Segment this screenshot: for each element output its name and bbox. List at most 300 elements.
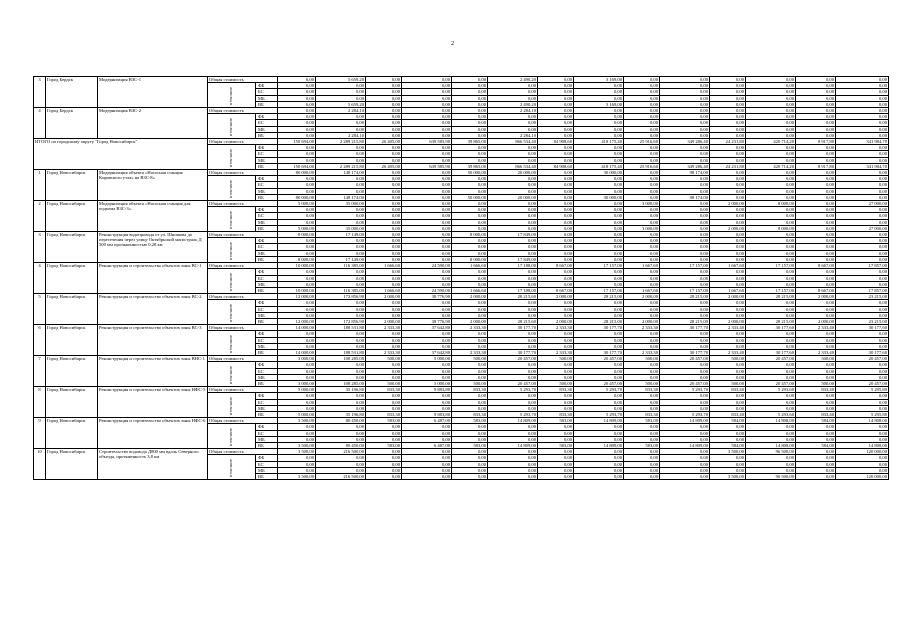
value-cell: 2 000,00 (710, 201, 746, 207)
value-cell: 0,00 (660, 436, 710, 442)
value-cell: 28 215,60 (488, 318, 538, 324)
value-cell: 0,00 (366, 157, 402, 163)
value-cell: 0,00 (366, 399, 402, 405)
value-cell: 0,00 (402, 269, 452, 275)
value-cell: 0,00 (796, 132, 836, 138)
value-cell: 0,00 (402, 188, 452, 194)
budget-source-label: МБ (256, 95, 278, 101)
row-number: 8 (34, 387, 46, 418)
value-cell: 116 385,00 (316, 287, 366, 293)
value-cell: 0,00 (452, 83, 488, 89)
value-cell: 0,00 (488, 424, 538, 430)
value-cell: 0,00 (624, 374, 660, 380)
budget-source-label: БС (256, 275, 278, 281)
budget-source-label: ФБ (256, 331, 278, 337)
value-cell: 0,00 (710, 393, 746, 399)
row-project-name: Реконструкция и строительство объектов зоны ВС-3 (98, 325, 208, 356)
value-cell: 0,00 (316, 244, 366, 250)
value-cell: 0,00 (452, 449, 488, 455)
value-cell: 0,00 (624, 151, 660, 157)
value-cell: 37 642,80 (402, 325, 452, 331)
value-cell: 0,00 (746, 275, 796, 281)
value-cell: 0,00 (710, 219, 746, 225)
value-cell: 0,00 (660, 108, 710, 114)
value-cell: 0,00 (624, 170, 660, 176)
value-cell: 8 000,00 (746, 201, 796, 207)
value-cell: 0,00 (796, 201, 836, 207)
value-cell: 0,00 (538, 312, 574, 318)
value-cell: 172 856,90 (316, 294, 366, 300)
value-cell: 0,00 (452, 436, 488, 442)
value-cell: 0,00 (278, 188, 316, 194)
value-cell: 0,00 (366, 201, 402, 207)
value-cell: 0,00 (836, 95, 889, 101)
value-cell: 0,00 (796, 170, 836, 176)
value-cell: 116 385,00 (316, 263, 366, 269)
row-total-cost-label: Общая стоимость (208, 263, 278, 269)
value-cell: 0,00 (278, 250, 316, 256)
value-cell: 0,00 (402, 83, 452, 89)
value-cell: 0,00 (836, 399, 889, 405)
including-label-text: в том числе (228, 273, 233, 292)
value-cell: 2 333,30 (624, 325, 660, 331)
value-cell: 0,00 (710, 300, 746, 306)
value-cell: 0,00 (538, 89, 574, 95)
row-area: Город Новосибирск (46, 263, 98, 294)
value-cell: 14 808,00 (746, 418, 796, 424)
value-cell: 0,00 (836, 108, 889, 114)
including-label (208, 207, 256, 232)
value-cell: 0,00 (746, 436, 796, 442)
budget-source-label: МБ (256, 188, 278, 194)
value-cell: 0,00 (366, 436, 402, 442)
value-cell: 0,00 (796, 343, 836, 349)
value-cell: 0,00 (746, 83, 796, 89)
value-cell: 0,00 (836, 343, 889, 349)
value-cell: 0,00 (746, 306, 796, 312)
including-label-text: в том числе (228, 335, 233, 354)
value-cell: 0,00 (746, 101, 796, 107)
value-cell: 20 457,00 (488, 356, 538, 362)
value-cell: 0,00 (710, 95, 746, 101)
value-cell: 0,00 (574, 337, 624, 343)
value-cell: 2 333,40 (796, 349, 836, 355)
including-label-text: в том числе (228, 459, 233, 478)
value-cell: 0,00 (488, 188, 538, 194)
value-cell: 0,00 (574, 188, 624, 194)
value-cell: 0,00 (836, 281, 889, 287)
value-cell: 833,30 (452, 411, 488, 417)
value-cell: 0,00 (402, 393, 452, 399)
value-cell: 0,00 (366, 275, 402, 281)
value-cell: 0,00 (538, 151, 574, 157)
value-cell: 0,00 (538, 393, 574, 399)
value-cell: 5 295,80 (836, 411, 889, 417)
budget-source-label: БС (256, 368, 278, 374)
value-cell: 0,00 (488, 455, 538, 461)
value-cell: 20 457,00 (746, 356, 796, 362)
value-cell: 0,00 (452, 225, 488, 231)
value-cell: 0,00 (402, 374, 452, 380)
value-cell: 0,00 (710, 399, 746, 405)
value-cell: 0,00 (538, 430, 574, 436)
value-cell: 5 000,00 (278, 225, 316, 231)
value-cell: 0,00 (660, 101, 710, 107)
value-cell: 0,00 (746, 213, 796, 219)
value-cell: 0,00 (796, 312, 836, 318)
value-cell: 30 177,70 (660, 349, 710, 355)
value-cell: 0,00 (574, 95, 624, 101)
value-cell: 0,00 (660, 331, 710, 337)
value-cell: 0,00 (402, 77, 452, 83)
value-cell: 0,00 (574, 374, 624, 380)
value-cell: 0,00 (660, 95, 710, 101)
value-cell: 0,00 (746, 368, 796, 374)
value-cell: 0,00 (574, 343, 624, 349)
value-cell: 0,00 (710, 275, 746, 281)
row-area-total: ИТОГО по городскому округу "Город Новосибирск" (34, 139, 208, 170)
value-cell: 0,00 (746, 399, 796, 405)
value-cell: 0,00 (316, 281, 366, 287)
value-cell: 0,00 (316, 368, 366, 374)
row-number: 9 (34, 418, 46, 449)
value-cell: 0,00 (796, 213, 836, 219)
value-cell: 0,00 (316, 219, 366, 225)
value-cell: 0,00 (316, 89, 366, 95)
value-cell: 0,00 (796, 188, 836, 194)
value-cell: 0,00 (452, 145, 488, 151)
value-cell: 0,00 (402, 436, 452, 442)
value-cell: 500,00 (796, 356, 836, 362)
value-cell: 0,00 (402, 449, 452, 455)
value-cell: 5 293,70 (488, 387, 538, 393)
value-cell: 6 487,00 (402, 418, 452, 424)
value-cell: 84 908,60 (538, 163, 574, 169)
value-cell: 0,00 (836, 337, 889, 343)
value-cell: 6,00 (278, 101, 316, 107)
value-cell: 0,00 (624, 126, 660, 132)
value-cell: 8 000,00 (452, 256, 488, 262)
value-cell: 0,00 (836, 194, 889, 200)
value-cell: 0,00 (278, 151, 316, 157)
value-cell: 0,00 (710, 455, 746, 461)
value-cell: 0,00 (796, 269, 836, 275)
value-cell: 0,00 (624, 194, 660, 200)
value-cell: 0,00 (710, 194, 746, 200)
value-cell: 0,00 (660, 405, 710, 411)
value-cell: 0,00 (402, 232, 452, 238)
budget-source-label: ВБ (256, 318, 278, 324)
value-cell: 0,00 (538, 368, 574, 374)
value-cell: 0,00 (660, 449, 710, 455)
value-cell: 2 284,10 (316, 108, 366, 114)
value-cell: 0,00 (488, 275, 538, 281)
value-cell: 0,00 (574, 300, 624, 306)
value-cell: 0,00 (452, 306, 488, 312)
value-cell: 0,00 (796, 95, 836, 101)
value-cell: 0,00 (796, 120, 836, 126)
value-cell: 2 490,20 (488, 77, 538, 83)
row-total-cost-label: Общая стоимость (208, 77, 278, 83)
value-cell: 0,00 (710, 436, 746, 442)
value-cell: 0,00 (402, 250, 452, 256)
value-cell: 0,00 (836, 436, 889, 442)
including-label (208, 300, 256, 325)
budget-source-label: БС (256, 151, 278, 157)
value-cell: 39 865,00 (452, 163, 488, 169)
value-cell: 0,00 (836, 331, 889, 337)
value-cell: 17 157,00 (660, 263, 710, 269)
value-cell: 0,00 (574, 306, 624, 312)
value-cell: 0,00 (660, 244, 710, 250)
value-cell: 50 000,00 (452, 170, 488, 176)
value-cell: 0,00 (402, 182, 452, 188)
value-cell: 0,00 (402, 467, 452, 473)
budget-source-label: ФБ (256, 269, 278, 275)
value-cell: 0,00 (710, 430, 746, 436)
value-cell: 0,00 (316, 126, 366, 132)
value-cell: 0,00 (402, 132, 452, 138)
value-cell: 0,00 (624, 449, 660, 455)
value-cell: 0,00 (574, 83, 624, 89)
value-cell: 0,00 (366, 120, 402, 126)
budget-source-label: БС (256, 337, 278, 343)
value-cell: 833,40 (710, 387, 746, 393)
value-cell: 0,00 (836, 238, 889, 244)
value-cell: 0,00 (538, 157, 574, 163)
budget-source-label: ФБ (256, 455, 278, 461)
value-cell: 0,00 (710, 182, 746, 188)
value-cell: 0,00 (796, 424, 836, 430)
value-cell: 0,00 (574, 405, 624, 411)
value-cell: 0,00 (710, 170, 746, 176)
value-cell: 0,00 (796, 238, 836, 244)
value-cell: 0,00 (538, 188, 574, 194)
value-cell: 833,40 (710, 411, 746, 417)
value-cell: 0,00 (624, 430, 660, 436)
value-cell: 0,00 (746, 393, 796, 399)
value-cell: 1 667,60 (624, 287, 660, 293)
row-area: Город Новосибирск (46, 449, 98, 480)
value-cell: 500,00 (796, 380, 836, 386)
row-project-name: Реконструкция и строительство объектов зоны ВНС-1 (98, 356, 208, 387)
value-cell: 0,00 (624, 467, 660, 473)
value-cell: 9 883,80 (402, 387, 452, 393)
value-cell: 0,00 (488, 201, 538, 207)
value-cell: 0,00 (402, 474, 452, 480)
value-cell: 30 177,60 (836, 325, 889, 331)
value-cell: 0,00 (660, 399, 710, 405)
value-cell: 0,00 (366, 77, 402, 83)
value-cell: 14 809,00 (488, 442, 538, 448)
value-cell: 2 000,00 (710, 225, 746, 231)
value-cell: 8 667,00 (796, 287, 836, 293)
value-cell: 38 776,90 (402, 294, 452, 300)
value-cell: 0,00 (796, 368, 836, 374)
value-cell: 0,00 (660, 393, 710, 399)
budget-source-label: ВБ (256, 349, 278, 355)
value-cell: 0,00 (836, 269, 889, 275)
value-cell: 0,00 (710, 114, 746, 120)
value-cell: 26 405,00 (366, 139, 402, 145)
value-cell: 0,00 (710, 424, 746, 430)
value-cell: 27 000,00 (836, 225, 889, 231)
value-cell: 0,00 (796, 374, 836, 380)
value-cell: 0,00 (278, 275, 316, 281)
value-cell: 2 333,30 (538, 349, 574, 355)
budget-source-label: ФБ (256, 114, 278, 120)
including-label-text: в том числе (228, 304, 233, 323)
value-cell: 0,00 (452, 343, 488, 349)
value-cell: 0,00 (366, 461, 402, 467)
value-cell: 2 333,40 (796, 325, 836, 331)
value-cell: 0,00 (278, 393, 316, 399)
row-total-cost-label: Общая стоимость (208, 356, 278, 362)
value-cell: 17 188,00 (488, 263, 538, 269)
value-cell: 0,00 (710, 108, 746, 114)
value-cell: 0,00 (366, 256, 402, 262)
value-cell: 37 642,80 (402, 349, 452, 355)
value-cell: 0,00 (488, 151, 538, 157)
value-cell: 0,00 (316, 374, 366, 380)
value-cell: 0,00 (488, 207, 538, 213)
value-cell: 0,00 (452, 424, 488, 430)
value-cell: 0,00 (574, 244, 624, 250)
value-cell: 0,00 (624, 95, 660, 101)
value-cell: 0,00 (624, 145, 660, 151)
value-cell: 1 666,60 (366, 287, 402, 293)
budget-source-label: ФБ (256, 238, 278, 244)
budget-source-label: МБ (256, 467, 278, 473)
value-cell: 0,00 (316, 405, 366, 411)
row-total-cost-label: Общая стоимость (208, 418, 278, 424)
value-cell: 0,00 (316, 337, 366, 343)
value-cell: 0,00 (402, 114, 452, 120)
value-cell: 0,00 (366, 368, 402, 374)
value-cell: 0,00 (402, 368, 452, 374)
value-cell: 0,00 (574, 393, 624, 399)
value-cell: 28 215,00 (574, 318, 624, 324)
value-cell: 0,00 (710, 281, 746, 287)
value-cell: 30 177,60 (836, 349, 889, 355)
value-cell: 0,00 (836, 244, 889, 250)
value-cell: 14 809,00 (660, 442, 710, 448)
value-cell: 0,00 (402, 126, 452, 132)
value-cell: 5 659,20 (316, 101, 366, 107)
value-cell: 0,00 (796, 151, 836, 157)
budget-source-label: ВБ (256, 380, 278, 386)
budget-source-label: ФБ (256, 362, 278, 368)
value-cell: 0,00 (710, 467, 746, 473)
row-number: 3 (34, 232, 46, 263)
value-cell: 0,00 (366, 232, 402, 238)
value-cell: 0,00 (278, 182, 316, 188)
value-cell: 2 284,10 (316, 132, 366, 138)
budget-source-label: ФБ (256, 176, 278, 182)
value-cell: 0,00 (624, 337, 660, 343)
row-project-name: Строительство водовода Д800 мм вдоль Северного объезда, протяженность 3,8 км (98, 449, 208, 480)
value-cell: 0,00 (366, 269, 402, 275)
row-project-name: Модернизация ВЗС-2 (98, 108, 208, 139)
value-cell: 0,00 (710, 461, 746, 467)
value-cell: 0,00 (316, 275, 366, 281)
value-cell: 0,00 (278, 306, 316, 312)
value-cell: 0,00 (366, 467, 402, 473)
value-cell: 0,00 (836, 114, 889, 120)
value-cell: 0,00 (538, 467, 574, 473)
value-cell: 0,00 (402, 343, 452, 349)
budget-source-label: БС (256, 461, 278, 467)
value-cell: 8 667,00 (538, 263, 574, 269)
value-cell: 0,00 (488, 393, 538, 399)
value-cell: 0,00 (660, 424, 710, 430)
budget-source-label: МБ (256, 157, 278, 163)
value-cell: 0,00 (624, 461, 660, 467)
value-cell: 0,00 (574, 436, 624, 442)
value-cell: 28 215,00 (660, 294, 710, 300)
value-cell: 0,00 (402, 275, 452, 281)
value-cell: 0,00 (316, 461, 366, 467)
value-cell: 0,00 (488, 114, 538, 120)
value-cell: 2 000,00 (796, 318, 836, 324)
value-cell: 0,00 (796, 337, 836, 343)
value-cell: 0,00 (488, 269, 538, 275)
value-cell: 0,00 (488, 474, 538, 480)
row-area: Город Бердск (46, 77, 98, 108)
value-cell: 0,00 (710, 362, 746, 368)
value-cell: 0,00 (366, 83, 402, 89)
value-cell: 2 333,30 (452, 325, 488, 331)
row-area: Город Новосибирск (46, 418, 98, 449)
value-cell: 0,00 (746, 95, 796, 101)
value-cell: 0,00 (796, 275, 836, 281)
value-cell: 0,00 (660, 157, 710, 163)
value-cell: 3 500,00 (278, 442, 316, 448)
value-cell: 0,00 (488, 213, 538, 219)
value-cell: 25 916,60 (624, 139, 660, 145)
row-number: 4 (34, 263, 46, 294)
value-cell: 0,00 (452, 393, 488, 399)
value-cell: 80 450,00 (316, 418, 366, 424)
value-cell: 0,00 (624, 188, 660, 194)
value-cell: 5 000,00 (402, 380, 452, 386)
value-cell: 1 666,60 (452, 263, 488, 269)
value-cell: 0,00 (316, 430, 366, 436)
value-cell: 0,00 (402, 281, 452, 287)
value-cell: 0,00 (402, 455, 452, 461)
value-cell: 0,00 (746, 145, 796, 151)
value-cell: 0,00 (746, 281, 796, 287)
value-cell: 0,00 (538, 232, 574, 238)
value-cell: 14 809,00 (660, 418, 710, 424)
value-cell: 833,30 (538, 387, 574, 393)
value-cell: 866 534,40 (488, 139, 538, 145)
value-cell: 0,00 (402, 362, 452, 368)
value-cell: 28 215,00 (746, 294, 796, 300)
value-cell: 0,00 (488, 306, 538, 312)
value-cell: 0,00 (836, 132, 889, 138)
value-cell: 20 457,00 (574, 356, 624, 362)
value-cell: 0,00 (574, 151, 624, 157)
value-cell: 6,00 (278, 77, 316, 83)
value-cell: 0,00 (746, 374, 796, 380)
value-cell: 0,00 (538, 250, 574, 256)
value-cell: 3 000,00 (624, 201, 660, 207)
value-cell: 584,00 (710, 418, 746, 424)
value-cell: 5 293,70 (574, 411, 624, 417)
value-cell: 0,00 (796, 256, 836, 262)
value-cell: 14 808,00 (836, 442, 889, 448)
